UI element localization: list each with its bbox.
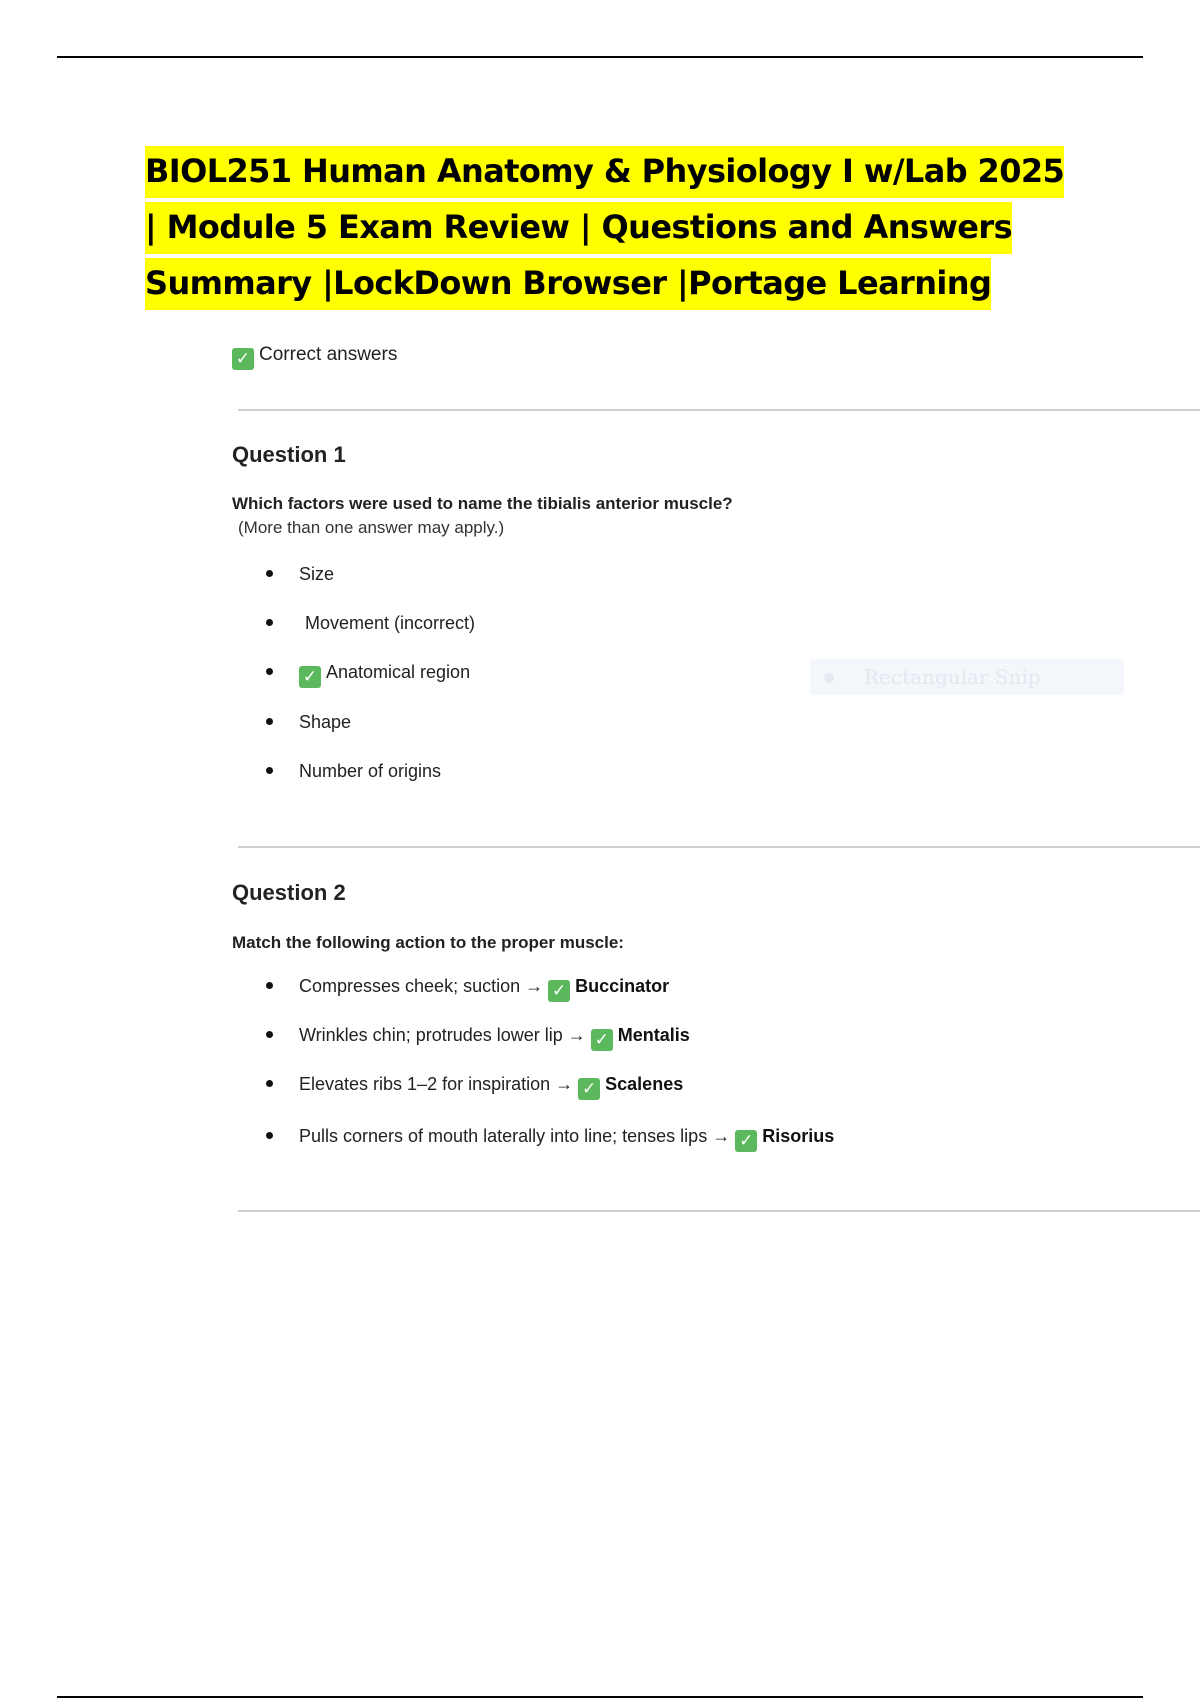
match-action: Compresses cheek; suction → — [299, 976, 544, 996]
match-action: Wrinkles chin; protrudes lower lip → — [299, 1025, 586, 1045]
match-muscle: Risorius — [762, 1126, 835, 1146]
divider — [238, 409, 1200, 411]
legend — [232, 344, 397, 380]
match-action: Pulls corners of mouth laterally into line; tenses lips → — [299, 1126, 731, 1146]
option-shape — [266, 712, 351, 733]
question-1-prompt: Which factors were used to name the tibialis anterior muscle? — [232, 494, 733, 513]
option-movement — [266, 613, 475, 634]
legend-label: Correct answers — [259, 344, 398, 365]
snip-label: Rectangular Snip — [864, 665, 1041, 689]
option-label: Shape — [299, 712, 352, 732]
option-number-of-origins — [266, 761, 441, 782]
check-mark-icon: ✓ — [735, 1130, 757, 1152]
check-mark-icon: ✓ — [232, 348, 254, 370]
match-muscle: Buccinator — [575, 976, 670, 996]
match-item — [266, 1025, 690, 1051]
match-muscle: Mentalis — [617, 1025, 690, 1045]
option-label: Size — [299, 564, 335, 584]
divider — [238, 846, 1200, 848]
option-anatomical-region — [266, 662, 470, 688]
check-mark-icon: ✓ — [578, 1078, 600, 1100]
page-top-rule — [57, 56, 1143, 58]
rectangular-snip-overlay[interactable] — [810, 659, 1124, 695]
document-title: BIOL251 Human Anatomy & Physiology I w/Lab 2025 | Module 5 Exam Review | Questions and Answers Summary |LockDown Browser |Portage Learning — [145, 143, 1085, 311]
question-2-prompt: Match the following action to the proper muscle: — [232, 933, 624, 952]
option-size — [266, 564, 334, 585]
match-item — [266, 976, 669, 1002]
question-1-note: (More than one answer may apply.) — [238, 518, 505, 537]
match-muscle: Scalenes — [605, 1074, 684, 1094]
question-2-heading: Question 2 — [232, 880, 346, 905]
page-bottom-rule — [57, 1696, 1143, 1698]
match-item — [266, 1074, 683, 1100]
match-action: Elevates ribs 1–2 for inspiration → — [299, 1074, 574, 1094]
question-1-heading: Question 1 — [232, 442, 346, 467]
check-mark-icon: ✓ — [591, 1029, 613, 1051]
option-label: Movement (incorrect) — [305, 613, 476, 633]
option-label: Anatomical region — [326, 662, 471, 682]
option-label: Number of origins — [299, 761, 442, 781]
check-mark-icon: ✓ — [548, 980, 570, 1002]
divider — [238, 1210, 1200, 1212]
check-mark-icon: ✓ — [299, 666, 321, 688]
match-item — [266, 1126, 834, 1152]
snip-icon — [824, 673, 834, 683]
